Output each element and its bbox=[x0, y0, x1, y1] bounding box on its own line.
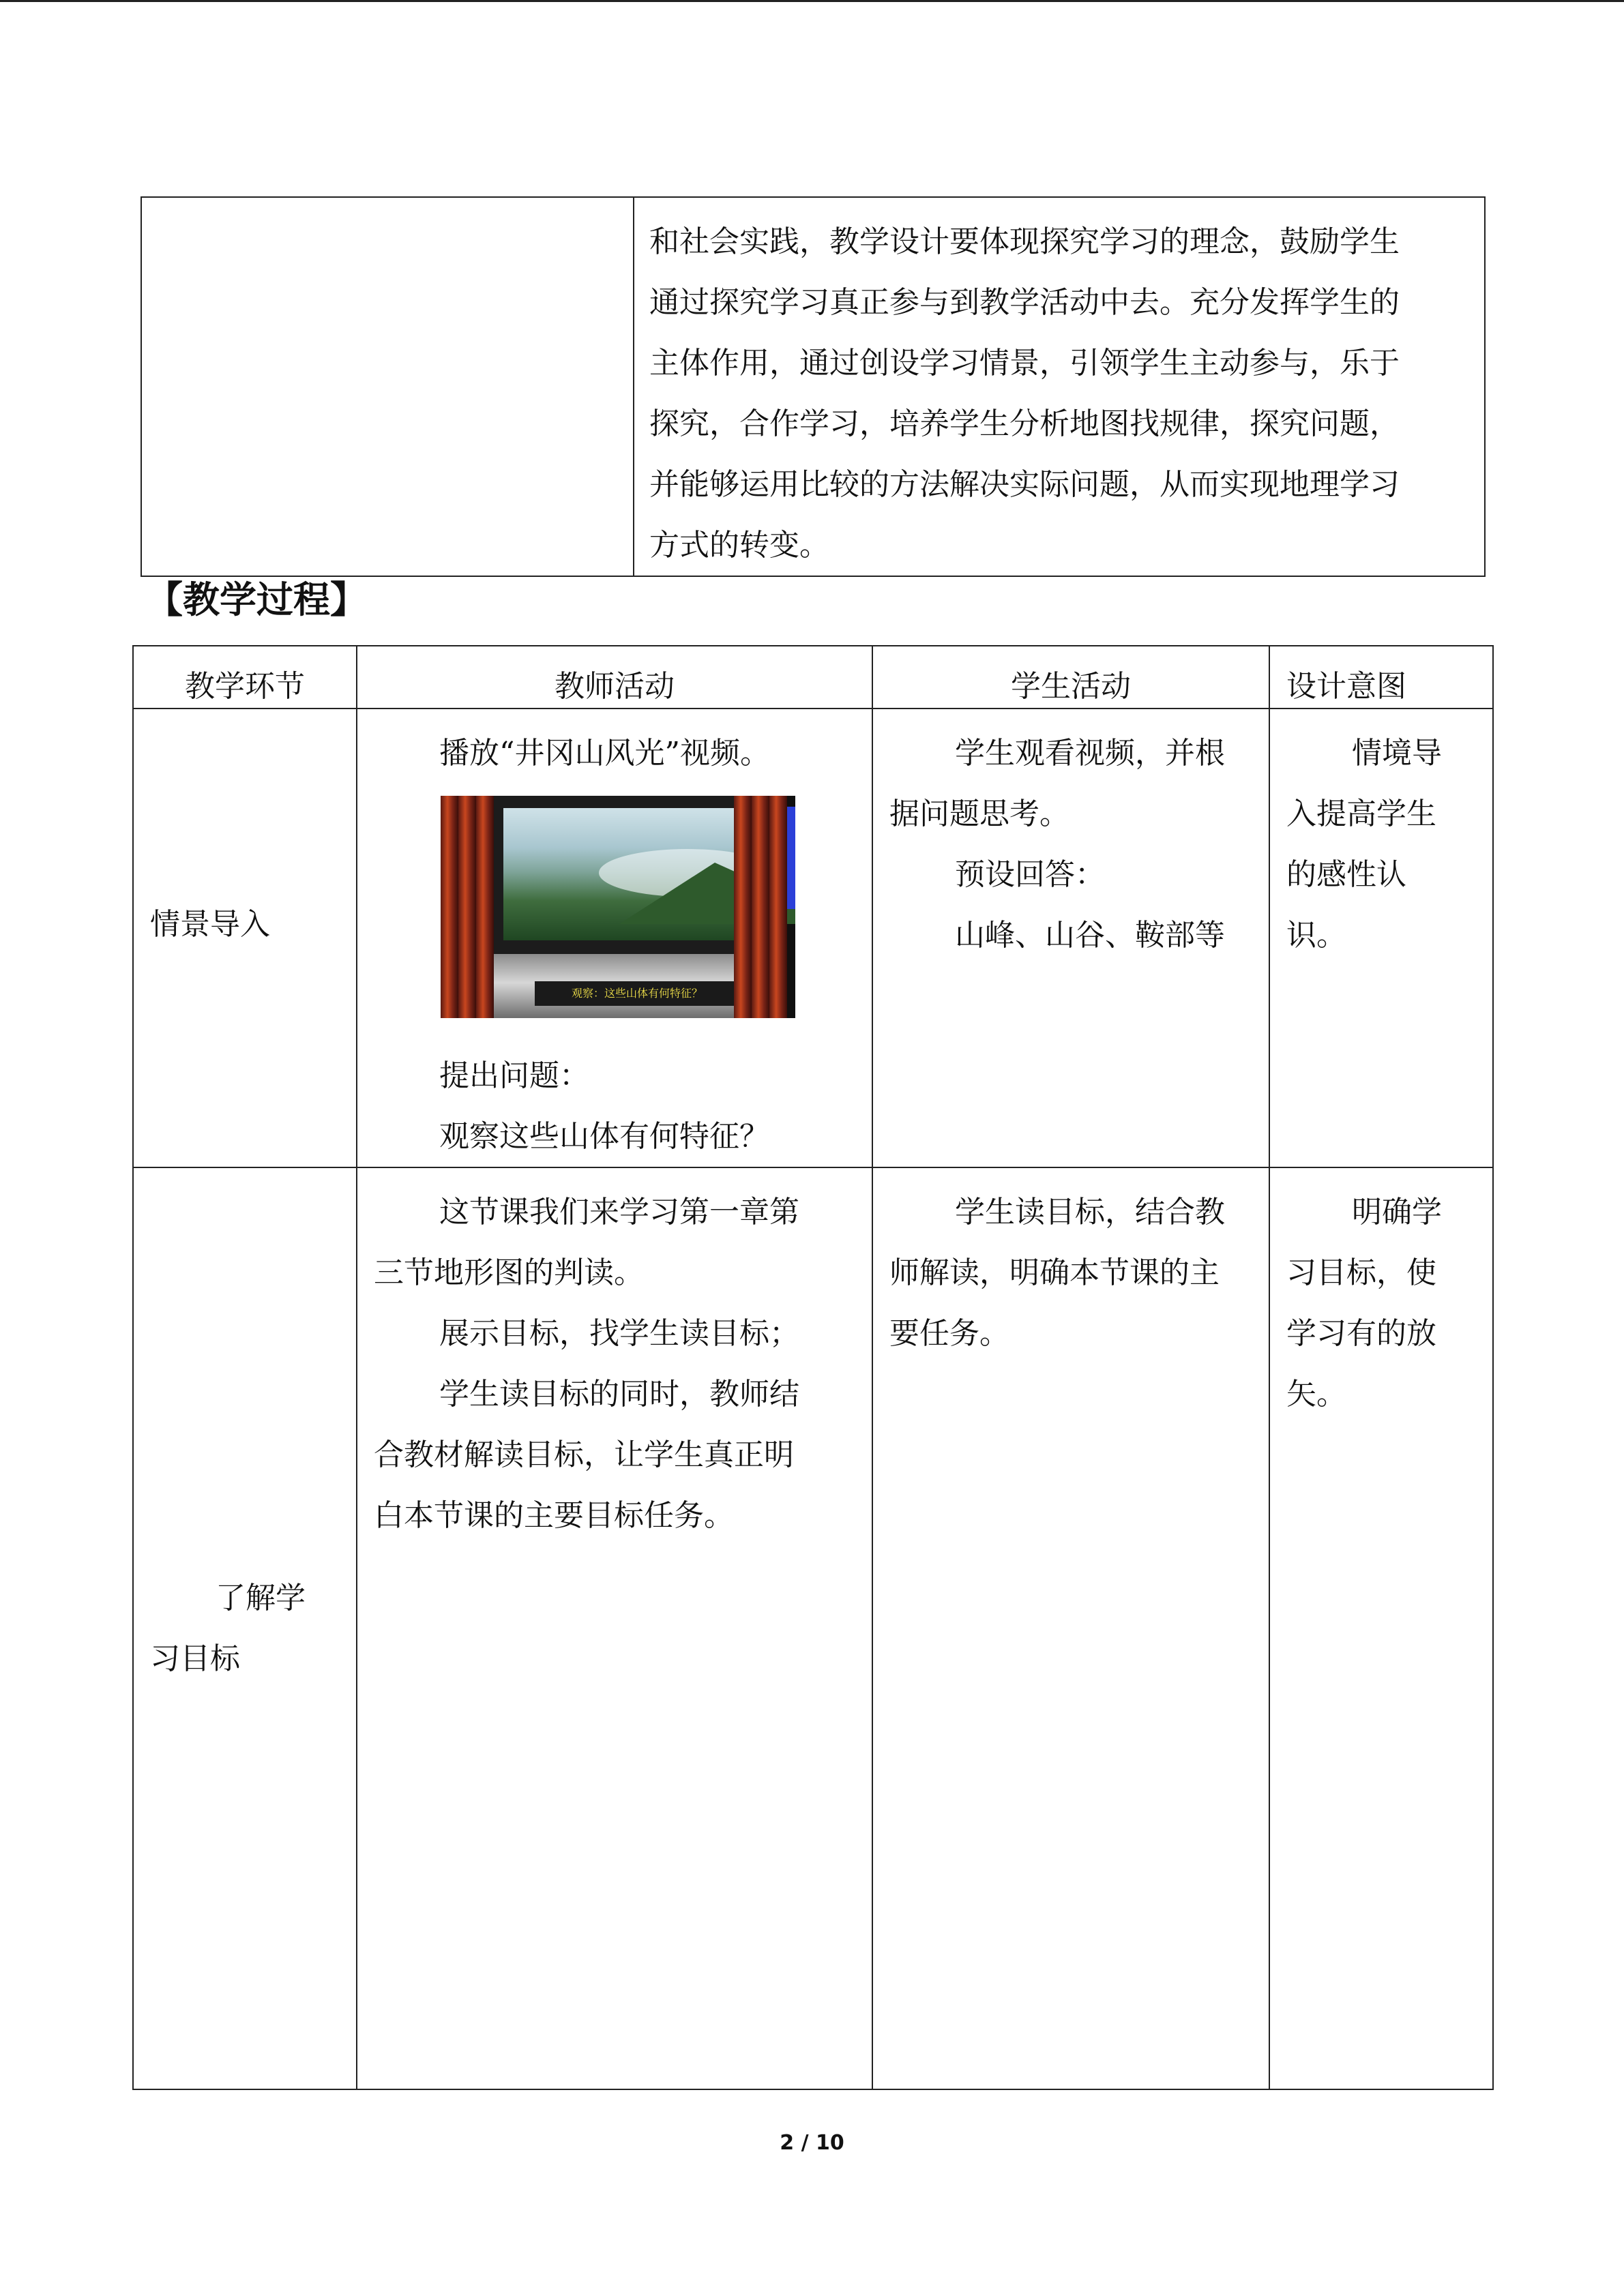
video-caption: 观察：这些山体有何特征？ bbox=[535, 981, 739, 1006]
text-line: 学生观看视频，并根 bbox=[955, 736, 1225, 771]
teacher-cell bbox=[357, 709, 872, 1167]
text-line: 习目标，使 bbox=[1286, 1255, 1436, 1290]
text-line: 和社会实践，教学设计要体现探究学习的理念，鼓励学生 bbox=[649, 224, 1400, 259]
tv-screen bbox=[503, 808, 771, 940]
text-line: 学生读目标，结合教 bbox=[955, 1195, 1225, 1229]
text-line: 山峰、山谷、鞍部等 bbox=[955, 918, 1225, 953]
curtain-right bbox=[734, 796, 787, 1018]
text-line: 矢。 bbox=[1286, 1377, 1346, 1412]
text-line: 播放“井冈山风光”视频。 bbox=[439, 736, 770, 771]
stage-label: 了解学 bbox=[216, 1581, 306, 1615]
text-line: 合教材解读目标，让学生真正明 bbox=[374, 1437, 794, 1472]
text-line: 白本节课的主要目标任务。 bbox=[374, 1498, 734, 1533]
student-cell bbox=[872, 709, 1269, 1167]
text-line: 学生读目标的同时，教师结 bbox=[439, 1377, 799, 1412]
table-row bbox=[133, 709, 1493, 1167]
text-line: 通过探究学习真正参与到教学活动中去。充分发挥学生的 bbox=[649, 285, 1400, 320]
curtain-left bbox=[441, 796, 494, 1018]
stage-cell bbox=[133, 1167, 357, 2089]
table-header-row bbox=[133, 646, 1493, 709]
page-number: 2 / 10 bbox=[780, 2131, 844, 2155]
text-line: 据问题思考。 bbox=[889, 796, 1069, 831]
header-teacher: 教师活动 bbox=[357, 646, 872, 709]
text-line: 要任务。 bbox=[889, 1316, 1009, 1351]
teacher-cell bbox=[357, 1167, 872, 2089]
text-line: 入提高学生 bbox=[1286, 796, 1436, 831]
intent-cell bbox=[1269, 709, 1493, 1167]
text-line: 提出问题： bbox=[439, 1058, 589, 1093]
text-line: 观察这些山体有何特征？ bbox=[439, 1119, 769, 1154]
text-line: 主体作用，通过创设学习情景，引领学生主动参与，乐于 bbox=[649, 346, 1400, 381]
text-line: 师解读，明确本节课的主 bbox=[889, 1255, 1220, 1290]
empty-cell bbox=[141, 197, 634, 576]
header-stage: 教学环节 bbox=[133, 646, 357, 709]
text-line: 并能够运用比较的方法解决实际问题，从而实现地理学习 bbox=[649, 467, 1400, 502]
text-line: 这节课我们来学习第一章第 bbox=[439, 1195, 799, 1229]
teaching-process-table bbox=[132, 645, 1494, 2090]
student-cell bbox=[872, 1167, 1269, 2089]
text-line: 探究，合作学习，培养学生分析地图找规律，探究问题， bbox=[649, 406, 1400, 441]
blue-strip bbox=[787, 807, 795, 909]
stage-cell bbox=[133, 709, 357, 1167]
video-screenshot bbox=[441, 796, 795, 1018]
stage-label: 情景导入 bbox=[150, 907, 270, 942]
section-title: 【教学过程】 bbox=[146, 578, 367, 621]
table-row bbox=[133, 1167, 1493, 2089]
text-line: 识。 bbox=[1286, 918, 1346, 953]
text-line: 明确学 bbox=[1352, 1195, 1442, 1229]
text-line: 展示目标，找学生读目标； bbox=[439, 1316, 799, 1351]
text-line: 学习有的放 bbox=[1286, 1316, 1436, 1351]
text-line: 三节地形图的判读。 bbox=[374, 1255, 644, 1290]
header-intent: 设计意图 bbox=[1269, 646, 1493, 709]
header-student: 学生活动 bbox=[872, 646, 1269, 709]
stage-label: 习目标 bbox=[150, 1641, 240, 1676]
text-line: 方式的转变。 bbox=[649, 528, 829, 563]
text-line: 预设回答： bbox=[955, 857, 1105, 892]
continuation-table bbox=[141, 196, 1486, 577]
text-line: 情境导 bbox=[1352, 736, 1442, 771]
intent-cell bbox=[1269, 1167, 1493, 2089]
page-top-border bbox=[0, 0, 1624, 2]
continuation-text-cell bbox=[634, 197, 1485, 576]
text-line: 的感性认 bbox=[1286, 857, 1406, 892]
